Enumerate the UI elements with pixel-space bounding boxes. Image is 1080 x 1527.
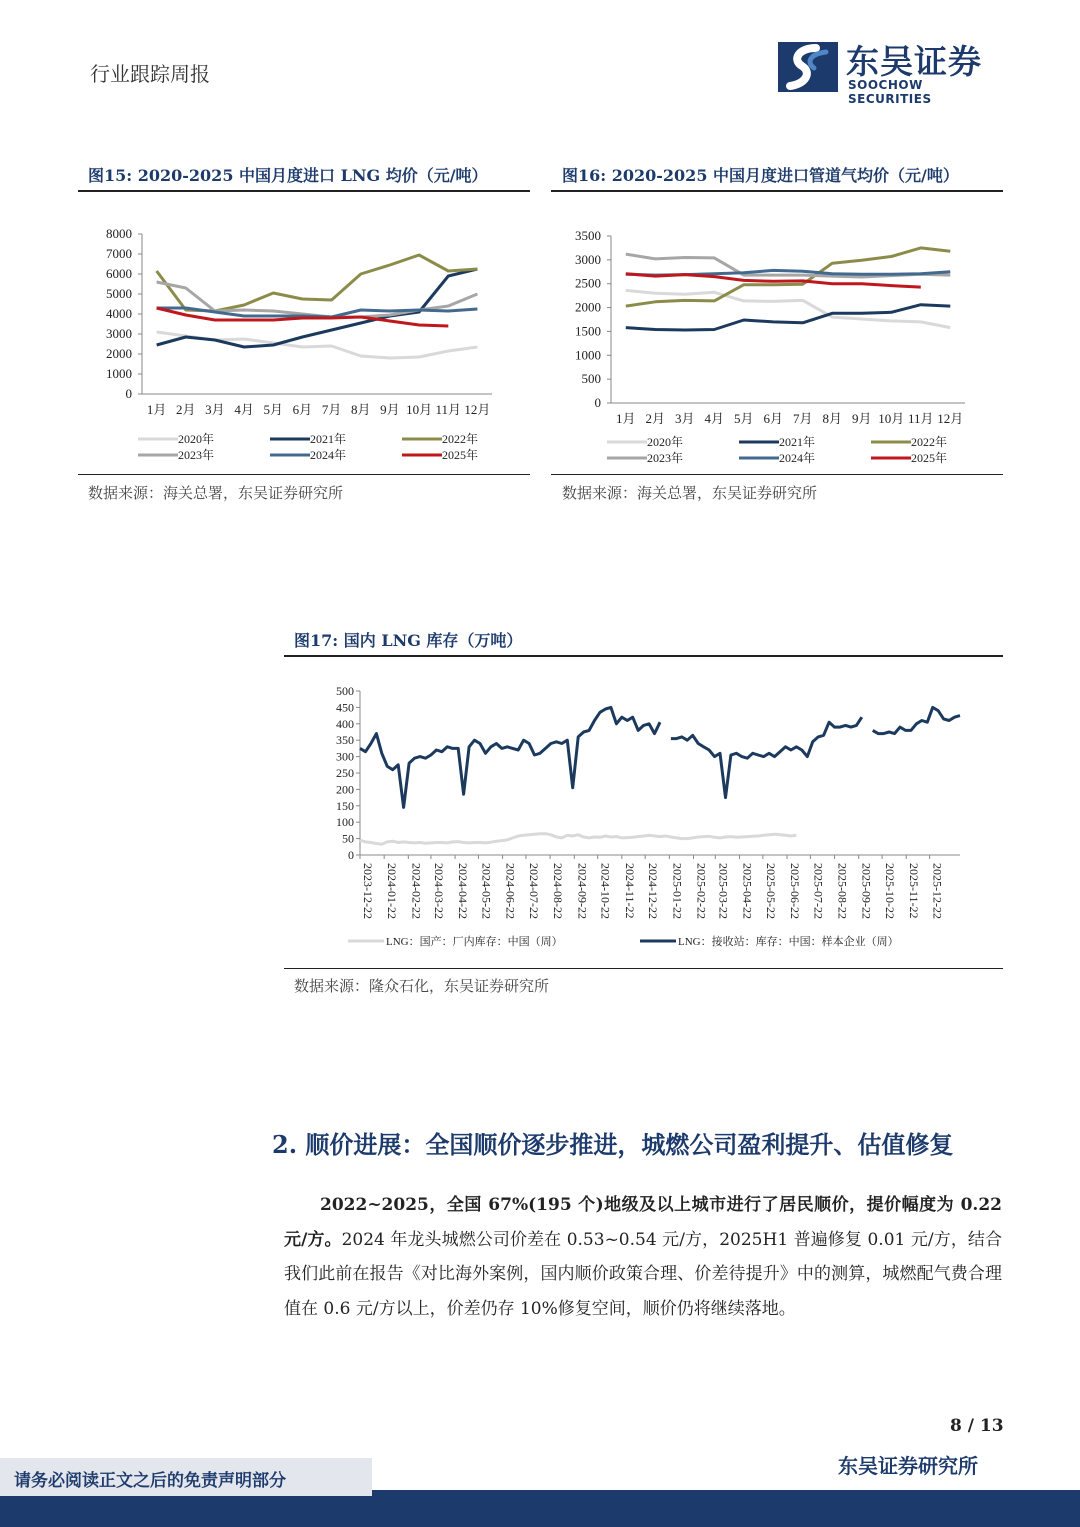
x-tick-label: 2025-02-22 [694, 863, 709, 919]
x-tick-label: 10月 [878, 411, 905, 426]
x-tick-label: 2024-02-22 [409, 863, 424, 919]
x-tick-label: 7月 [321, 402, 342, 417]
x-tick-label: 2024-07-22 [526, 863, 541, 919]
legend-label: 2023年 [178, 448, 215, 462]
y-tick-label: 450 [336, 700, 354, 715]
disclaimer-box [0, 1458, 372, 1496]
legend-label: 2022年 [911, 435, 948, 449]
x-tick-label: 6月 [763, 411, 784, 426]
logo-mark-icon [776, 40, 840, 94]
disclaimer-text: 请务必阅读正文之后的免责声明部分 [14, 1471, 286, 1491]
x-tick-label: 1月 [146, 402, 167, 417]
x-tick-label: 11月 [907, 411, 934, 426]
fig17-bottom-rule [284, 968, 1003, 969]
x-tick-label: 1月 [615, 411, 636, 426]
x-tick-label: 8月 [350, 402, 371, 417]
legend-label: LNG：国产：厂内库存：中国（周） [386, 936, 563, 948]
legend-label: 2025年 [911, 451, 948, 465]
y-tick-label: 50 [342, 831, 354, 846]
x-tick-label: 12月 [464, 402, 491, 417]
x-tick-label: 12月 [937, 411, 964, 426]
y-tick-label: 2000 [575, 299, 601, 315]
logo-text-cn: 东吴证券 [846, 42, 982, 81]
x-tick-label: 2025-10-22 [883, 863, 898, 919]
x-tick-label: 2月 [645, 411, 666, 426]
fig16-top-rule [551, 190, 1003, 192]
legend-label: 2024年 [779, 451, 816, 465]
x-tick-label: 2025-05-22 [763, 863, 778, 919]
x-tick-label: 2025-09-22 [859, 863, 874, 919]
fig17-chart [284, 661, 1003, 968]
y-tick-label: 200 [336, 782, 354, 797]
x-tick-label: 2025-12-22 [930, 863, 945, 919]
x-tick-label: 7月 [792, 411, 813, 426]
x-tick-label: 2024-09-22 [575, 863, 590, 919]
series-line-lng_terminal [873, 707, 960, 733]
legend-label: LNG：接收站：库存：中国：样本企业（周） [678, 936, 899, 948]
y-tick-label: 350 [336, 733, 354, 748]
x-tick-label: 11月 [435, 402, 462, 417]
y-tick-label: 150 [336, 798, 354, 813]
y-tick-label: 250 [336, 766, 354, 780]
x-tick-label: 2025-08-22 [835, 863, 850, 919]
y-tick-label: 0 [125, 386, 132, 401]
legend-label: 2023年 [647, 451, 684, 465]
y-tick-label: 1500 [575, 323, 601, 339]
x-tick-label: 2023-12-22 [361, 863, 375, 919]
x-tick-label: 2024-11-22 [622, 863, 637, 919]
x-tick-label: 2024-12-22 [646, 863, 661, 919]
x-tick-label: 2025-04-22 [740, 863, 755, 919]
legend-label: 2020年 [178, 432, 215, 446]
x-tick-label: 3月 [674, 411, 695, 426]
fig17-top-rule [284, 655, 1003, 657]
y-tick-label: 400 [336, 716, 354, 731]
fig17-title: 图17: 国内 LNG 库存（万吨） [294, 631, 523, 650]
legend-label: 2024年 [310, 448, 347, 462]
y-tick-label: 1000 [106, 366, 132, 381]
y-tick-label: 2000 [106, 346, 132, 361]
x-tick-label: 5月 [733, 411, 754, 426]
page-number: 8 / 13 [950, 1416, 1004, 1436]
x-tick-label: 2024-06-22 [503, 863, 518, 919]
fig15-bottom-rule [78, 474, 530, 475]
x-tick-label: 2025-03-22 [716, 863, 731, 919]
y-tick-label: 3500 [575, 228, 601, 243]
y-tick-label: 7000 [106, 246, 132, 261]
x-tick-label: 2025-11-22 [907, 863, 922, 919]
legend-label: 2020年 [647, 435, 684, 449]
y-tick-label: 6000 [106, 266, 132, 281]
x-tick-label: 9月 [380, 402, 400, 417]
x-tick-label: 2025-06-22 [788, 863, 803, 919]
series-line-2020年 [157, 332, 478, 358]
section-heading: 2. 顺价进展：全国顺价逐步推进，城燃公司盈利提升、估值修复 [272, 1130, 954, 1159]
x-tick-label: 2024-10-22 [598, 863, 613, 919]
x-tick-label: 4月 [234, 402, 254, 417]
fig15-top-rule [78, 190, 530, 192]
y-tick-label: 500 [581, 371, 601, 387]
logo-text-en: SOOCHOW SECURITIES [848, 78, 932, 106]
x-tick-label: 9月 [851, 411, 872, 426]
fig16-chart [551, 196, 1003, 474]
fig15-chart [78, 196, 530, 474]
report-type-label: 行业跟踪周报 [90, 62, 210, 86]
fig15-source: 数据来源：海关总署，东吴证券研究所 [88, 484, 344, 502]
y-tick-label: 4000 [106, 306, 132, 321]
y-tick-label: 0 [348, 848, 354, 862]
legend-label: 2021年 [779, 435, 816, 449]
y-tick-label: 1000 [575, 347, 601, 363]
paragraph-bold-lead: 2022~2025，全国 67%(195 个)地级及以上城市进行了居民顺价，提价幅度为 0.22 元/方。 [284, 1195, 1002, 1250]
series-line-2024年 [157, 308, 478, 317]
fig15-title: 图15: 2020-2025 中国月度进口 LNG 均价（元/吨） [88, 166, 488, 185]
x-tick-label: 10月 [406, 402, 433, 417]
legend-label: 2021年 [310, 432, 347, 446]
y-tick-label: 3000 [106, 326, 132, 341]
x-tick-label: 2024-05-22 [479, 863, 494, 919]
y-tick-label: 2500 [575, 275, 601, 291]
y-tick-label: 100 [336, 815, 354, 830]
y-tick-label: 3000 [575, 251, 601, 267]
footer-org-name: 东吴证券研究所 [838, 1454, 978, 1478]
y-tick-label: 5000 [106, 286, 132, 301]
series-line-2021年 [626, 305, 951, 330]
x-tick-label: 2024-08-22 [551, 863, 566, 919]
x-tick-label: 2024-01-22 [385, 863, 400, 919]
legend-label: 2025年 [442, 448, 479, 462]
y-tick-label: 0 [594, 395, 601, 410]
x-tick-label: 2024-03-22 [431, 863, 446, 919]
x-tick-label: 2月 [175, 402, 196, 417]
legend-label: 2022年 [442, 432, 479, 446]
fig16-bottom-rule [551, 474, 1003, 475]
y-tick-label: 8000 [106, 226, 132, 241]
x-tick-label: 3月 [205, 402, 225, 417]
series-line-lng_domestic [360, 834, 796, 845]
series-line-lng_terminal [360, 707, 660, 807]
x-tick-label: 5月 [263, 402, 284, 417]
section-paragraph [284, 1188, 1002, 1326]
x-tick-label: 8月 [822, 411, 843, 426]
x-tick-label: 4月 [704, 411, 725, 426]
y-tick-label: 300 [336, 749, 354, 764]
series-line-lng_terminal [671, 717, 862, 797]
fig17-source: 数据来源：隆众石化，东吴证券研究所 [294, 977, 550, 995]
company-logo [776, 40, 1006, 106]
y-tick-label: 500 [336, 684, 354, 698]
fig16-title: 图16: 2020-2025 中国月度进口管道气均价（元/吨） [562, 166, 959, 185]
fig16-source: 数据来源：海关总署，东吴证券研究所 [562, 484, 818, 502]
x-tick-label: 2024-04-22 [456, 863, 471, 919]
paragraph-body: 2024 年龙头城燃公司价差在 0.53~0.54 元/方，2025H1 普遍修复 0.01 元/方，结合我们此前在报告《对比海外案例，国内顺价政策合理、价差待提升》中的测算，城燃配气费合理值在 0.6 元/方以上，价差仍存 10%修复空间，顺价仍将继续落地。 [284, 1229, 1002, 1319]
x-tick-label: 2025-01-22 [670, 863, 685, 919]
x-tick-label: 6月 [292, 402, 313, 417]
x-tick-label: 2025-07-22 [811, 863, 826, 919]
